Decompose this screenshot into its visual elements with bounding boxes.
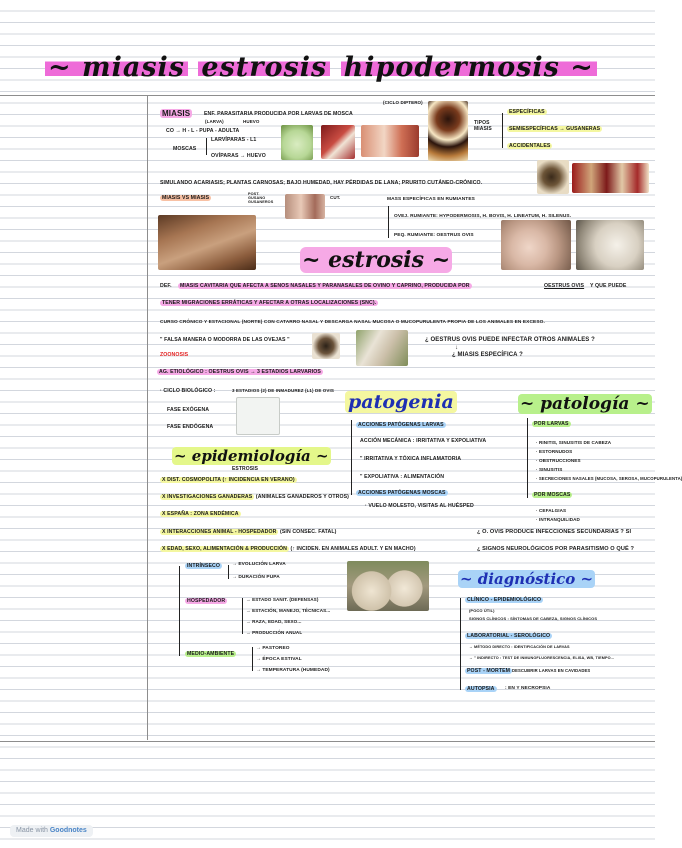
fase-endogena: FASE ENDÓGENA xyxy=(167,424,214,430)
factor-in2: → DURACIÓN PUPA xyxy=(232,575,280,580)
estrosis-q1-arrow: ↓ xyxy=(455,345,459,351)
patogenia-bracket xyxy=(351,420,352,495)
patologia-m2: · INTRANQUILIDAD xyxy=(536,517,580,522)
miasis-vs-label: MIASIS VS MIASIS xyxy=(162,195,210,201)
miasis-label: MIASIS xyxy=(162,109,191,118)
factor-ho3: → RAZA, EDAD, SEXO... xyxy=(246,619,302,624)
patologia-l4: · SINUSITIS xyxy=(536,467,563,472)
footer-brand: Goodnotes xyxy=(49,827,87,834)
mass-especificas: MASS ESPECÍFICAS EN RUMIANTES xyxy=(387,197,475,202)
estrosis-curso: CURSO CRÓNICO Y ESTACIONAL (NORTE) CON CATARRO NASAL Y DESCARGA NASAL MUCOSA O MUCOPURULENTA PROPIA DE LOS ANIMALES EN EXCESO. xyxy=(160,320,545,325)
title-estrosis: estrosis xyxy=(198,52,330,83)
estrosis-q1: ¿ OESTRUS OVIS PUEDE INFECTAR OTROS ANIMALES ? xyxy=(425,337,595,343)
epi-e4: X INTERACCIONES ANIMAL - HOSPEDADOR (SIN CONSEC. FATAL) xyxy=(162,529,337,535)
factor-hospedador: HOSPEDADOR xyxy=(187,598,226,604)
fase-exogena: FASE EXÓGENA xyxy=(167,407,210,413)
diag-a1: : EN Y NECROPSIA xyxy=(505,686,551,691)
epi-e5: X EDAD, SEXO, ALIMENTACIÓN & PRODUCCIÓN (↑ INCIDEN. EN ANIMALES ADULT. Y EN MACHO) xyxy=(162,546,416,552)
mass-rumiante-2: PEQ. RUMIANTE: OESTRUS OVIS xyxy=(394,233,474,238)
moscas-label: MOSCAS xyxy=(173,146,197,152)
diag-l1: → MÉTODO DIRECTO : IDENTIFICACIÓN DE LARVAS xyxy=(469,645,570,649)
mosca-photo xyxy=(428,101,468,161)
estrosis-quote: " FALSA MANERA O MODORRA DE LAS OVEJAS " xyxy=(160,337,290,343)
larva-photo-1 xyxy=(281,125,313,160)
miasis-note-larva: (LARVA) xyxy=(205,119,224,124)
patogenia-header: patogenia xyxy=(345,391,457,413)
patogenia-larvas: ACCIONES PATÓGENAS LARVAS xyxy=(358,422,444,428)
diag-laboratorial: LABORATORIAL - SEROLÓGICO xyxy=(467,633,551,639)
diag-l2: → " INDIRECTO : TEST DE INMUNOFLUORESCENCIA, ELISA, WB, TIEMPO... xyxy=(469,656,615,660)
larva-photo-2 xyxy=(321,125,355,159)
diag-p1: DESCUBRIR LARVAS EN CAVIDADES xyxy=(512,668,591,673)
factor-ho2: → ESTACIÓN, MANEJO, TÉCNICAS... xyxy=(246,608,331,613)
estrosis-def-line1: MIASIS CAVITARIA QUE AFECTA A SENOS NASALES Y PARANASALES DE OVINO Y CAPRINO, PRODUCIDA POR xyxy=(180,283,470,289)
margin-line xyxy=(147,95,148,740)
tipos-miasis-label: TIPOS MIASIS xyxy=(474,120,492,132)
patologia-l1: · RINITIS, SINUSITIS DE CABEZA xyxy=(536,440,612,445)
piel-photo xyxy=(285,194,325,219)
mass-bracket xyxy=(388,206,389,238)
intrinseco-bracket xyxy=(228,565,229,579)
factor-ho1: → ESTADO SANIT. (DEFENSAS) xyxy=(246,597,319,602)
patologia-m1: · CEFALGIAS xyxy=(536,508,567,513)
epi-e1: X DIST. COSMOPOLITA (↑ INCIDENCIA EN VERANO) xyxy=(162,477,295,483)
mass-rumiante-1: OVEJ. RUMIANTE: HYPODERMOSIS, H. BOVIS, H. LINEATUM, H. SILENUS. xyxy=(394,214,572,219)
ciclo-biologico: · CICLO BIOLÓGICO : xyxy=(160,388,216,394)
patogenia-a2: " IRRITATIVA Y TÓXICA INFLAMATORIA xyxy=(360,456,462,462)
epidemiologia-sub: ESTROSIS xyxy=(232,466,259,472)
patologia-bracket xyxy=(527,418,528,498)
footer-divider xyxy=(0,741,655,742)
mosca-oestrus-photo xyxy=(312,333,340,359)
factor-me1: → PASTOREO xyxy=(256,646,290,651)
post-gusano-note: POST. GUSANO GUSANEROS xyxy=(248,192,274,205)
miasis-definition: ENF. PARASITARIA PRODUCIDA POR LARVAS DE MOSCA xyxy=(204,111,353,117)
oveja-cabeza-photo xyxy=(576,220,644,270)
cut-label: CUT. xyxy=(330,195,341,200)
moscas-oviparas: OVÍPARAS → HUEVO xyxy=(211,153,266,159)
footer-made-with: Made with xyxy=(16,827,48,834)
tipo-semiespecificas: SEMIESPECÍFICAS → GUSANERAS xyxy=(509,126,601,132)
tipo-accidentales: ACCIDENTALES xyxy=(509,143,551,149)
hospedador-bracket xyxy=(242,598,243,634)
patologia-l2: · ESTORNUDOS xyxy=(536,449,573,454)
patologia-l5: · SECRECIONES NASALES (MUCOSA, SEROSA, MUCOPURULENTA) xyxy=(536,476,682,481)
patogenia-b1: · VUELO MOLESTO, VISITAS AL HUÉSPED xyxy=(365,503,474,509)
miasis-note-ciclo: (CICLO DIPTERO) xyxy=(383,100,423,105)
diagnostico-bracket xyxy=(460,598,461,690)
diagnostico-header: ~ diagnóstico ~ xyxy=(460,570,594,588)
patogenia-a3: " EXPOLIATIVA : ALIMENTACIÓN xyxy=(360,474,445,480)
rebano-ovejas-photo xyxy=(347,561,429,611)
larva-photo-3 xyxy=(361,125,419,157)
goodnotes-badge[interactable] xyxy=(10,825,93,837)
factor-in1: → EVOLUCIÓN LARVA xyxy=(232,562,286,567)
moscas-larviparas: LARVÍPARAS - L1 xyxy=(211,137,257,143)
estrosis-zoonosis: ZOONOSIS xyxy=(160,352,189,358)
vaca-photo xyxy=(158,215,256,270)
manos-larva-photo xyxy=(501,220,571,270)
epi-q4: ¿ SIGNOS NEUROLÓGICOS POR PARASITISMO O QUÉ ? xyxy=(477,546,634,552)
diag-post-mortem: POST - MORTEM xyxy=(467,668,511,674)
factors-bracket xyxy=(179,566,180,656)
ciclo-detalle: 3 ESTADIOS (2) DE INMADUREZ (L1) DE OVIS xyxy=(232,388,334,393)
patogenia-moscas: ACCIONES PATÓGENAS MOSCAS xyxy=(358,490,446,496)
medio-bracket xyxy=(252,647,253,671)
title-hipodermosis: hipodermosis ~ xyxy=(341,52,597,83)
diag-autopsia: AUTOPSIA xyxy=(467,686,495,692)
moscas-bracket xyxy=(206,138,207,155)
epi-q3: ¿ O. OVIS PRODUCE INFECCIONES SECUNDARIAS ? SI xyxy=(477,529,632,535)
diag-clinico: CLÍNICO - EPIDEMIOLÓGICO xyxy=(467,597,542,603)
miasis-note-huevo: HUEVO xyxy=(243,119,260,124)
estrosis-def-label: DEF. xyxy=(160,283,172,289)
patologia-l3: · OBSTRUCCIONES xyxy=(536,458,581,463)
estrosis-agente: AG. ETIOLÓGICO : OESTRUS OVIS → 3 ESTADIOS LARVARIOS xyxy=(159,369,321,375)
page-title xyxy=(45,52,645,96)
larvas-stages-photo xyxy=(572,163,649,193)
patologia-header: ~ patología ~ xyxy=(520,394,650,414)
diag-c1: (POCO ÚTIL) xyxy=(469,608,495,613)
patogenia-a1: ACCIÓN MECÁNICA : IRRITATIVA Y EXPOLIATIVA xyxy=(360,438,487,444)
title-miasis: ~ miasis xyxy=(45,52,188,83)
estrosis-def-end: Y QUE PUEDE xyxy=(590,283,627,289)
factor-intrinseco: INTRÍNSECO xyxy=(187,563,220,569)
ciclo-diagram xyxy=(236,397,280,435)
tipos-bracket xyxy=(502,113,503,148)
miasis-cycle: CO → H - L - PUPA - ADULTA xyxy=(166,128,240,134)
estrosis-header: ~ estrosis ~ xyxy=(302,247,451,273)
estrosis-def-line2: TENER MIGRACIONES ERRÁTICAS Y AFECTAR A OTRAS LOCALIZACIONES (SNC). xyxy=(162,300,377,306)
factor-me2: → ÉPOCA ESTIVAL xyxy=(256,657,302,662)
patologia-larvas: POR LARVAS xyxy=(534,421,569,427)
factor-ho4: → PRODUCCIÓN ANUAL xyxy=(246,630,303,635)
factor-me3: → TEMPERATURA (HUMEDAD) xyxy=(256,668,330,673)
epi-e3: X ESPAÑA : ZONA ENDÉMICA xyxy=(162,511,239,517)
epidemiologia-header: ~ epidemiología ~ xyxy=(174,447,329,465)
larva-dorsal-photo xyxy=(537,160,569,194)
miasis-line1: SIMULANDO ACARIASIS; PLANTAS CARNOSAS; BAJO HUMEDAD, HAY PÉRDIDAS DE LANA; PRURITO CUTÁNEO-CRÓNICO. xyxy=(160,180,483,186)
patologia-moscas: POR MOSCAS xyxy=(534,492,571,498)
factor-medio-ambiente: MEDIO-AMBIENTE xyxy=(187,651,235,657)
estrosis-q2: ¿ MIASIS ESPECÍFICA ? xyxy=(452,352,523,358)
diag-c2: SIGNOS CLÍNICOS : SÍNTOMAS DE CABEZA, SIGNOS CLÍNICOS xyxy=(469,616,598,621)
epi-e2: X INVESTIGACIONES GANADERAS (ANIMALES GANADEROS Y OTROS) xyxy=(162,494,349,500)
cabra-photo xyxy=(356,330,408,366)
estrosis-def-agent: OESTRUS OVIS xyxy=(544,283,585,289)
tipo-especificas: ESPECÍFICAS xyxy=(509,109,545,115)
